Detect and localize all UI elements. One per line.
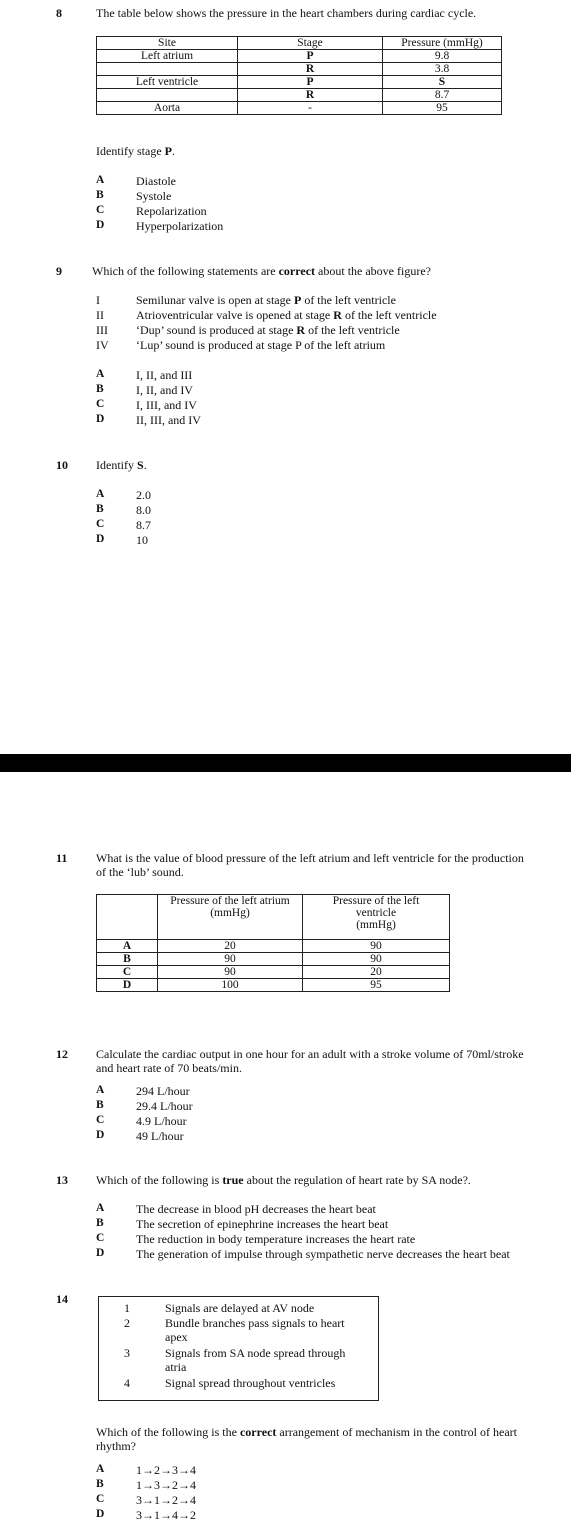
question-text-part: Which of the following is — [96, 1173, 223, 1187]
option-letter: B — [96, 1099, 104, 1111]
table-corner-cell — [97, 895, 158, 940]
header-line: Pressure of the left — [332, 895, 420, 907]
table-row — [97, 89, 502, 102]
table-cell: P — [238, 50, 383, 63]
step-number: 4 — [124, 1376, 130, 1390]
statement-text — [136, 308, 437, 323]
option-text: 4.9 L/hour — [136, 1114, 187, 1128]
step-number: 2 — [124, 1316, 130, 1330]
table-row — [97, 63, 502, 76]
table-header-row — [97, 895, 450, 940]
option-text: I, II, and IV — [136, 383, 193, 397]
question-text: rhythm? — [96, 1439, 136, 1453]
statement-number: IV — [96, 338, 109, 352]
option-letter: D — [96, 1508, 105, 1520]
step-text: Bundle branches pass signals to heart — [165, 1316, 345, 1330]
option-text: Hyperpolarization — [136, 219, 224, 233]
option-letter: A — [96, 488, 105, 500]
question-text-part: about the above figure? — [315, 264, 431, 278]
table-cell: B — [97, 953, 158, 966]
statement-bold: R — [296, 323, 306, 337]
option-letter: A — [96, 1084, 105, 1096]
option-letter: B — [96, 1478, 104, 1490]
question-number: 13 — [56, 1173, 68, 1187]
table-cell: C — [97, 966, 158, 979]
option-letter: A — [96, 1202, 105, 1214]
table-cell: 20 — [158, 940, 303, 953]
table-row — [97, 979, 450, 992]
option-letter: B — [96, 383, 104, 395]
statement-bold: P — [293, 293, 302, 307]
option-text: 10 — [136, 533, 148, 547]
step-number: 1 — [124, 1301, 130, 1315]
table-cell: R — [238, 89, 383, 102]
option-letter: D — [96, 533, 105, 545]
table-header — [303, 895, 450, 940]
header-line: (mmHg) — [210, 907, 250, 919]
question-text — [96, 1173, 471, 1187]
option-text: 49 L/hour — [136, 1129, 184, 1143]
table-cell: D — [97, 979, 158, 992]
statement-number: III — [96, 323, 108, 337]
question-text-part: arrangement of mechanism in the control of heart — [276, 1425, 517, 1439]
option-letter: C — [96, 1114, 105, 1126]
statement-part: of the left ventricle — [305, 323, 400, 337]
question-number: 12 — [56, 1047, 68, 1061]
option-letter: A — [96, 1463, 105, 1475]
option-text: 8.0 — [136, 503, 151, 517]
option-letter: A — [96, 368, 105, 380]
table-cell: Left atrium — [97, 50, 238, 63]
option-letter: B — [96, 189, 104, 201]
header-line: Pressure of the left atrium — [170, 895, 290, 907]
statement-text — [136, 293, 396, 308]
statement-text — [136, 323, 400, 338]
prompt-text: . — [172, 144, 175, 158]
option-letter: C — [96, 204, 105, 216]
question-text-bold: true — [222, 1173, 244, 1187]
option-letter: B — [96, 503, 104, 515]
question-text: The table below shows the pressure in the heart chambers during cardiac cycle. — [96, 6, 477, 20]
table-cell: 100 — [158, 979, 303, 992]
option-letter: C — [96, 1232, 105, 1244]
table-row — [97, 76, 502, 89]
question-text-part: Which of the following statements are — [92, 264, 279, 278]
table-cell — [97, 63, 238, 76]
statement-part: of the left ventricle — [341, 308, 437, 322]
table-row — [97, 953, 450, 966]
table-cell: 95 — [383, 102, 502, 115]
option-text: The secretion of epinephrine increases the heart beat — [136, 1217, 389, 1231]
option-text: II, III, and IV — [136, 413, 201, 427]
prompt-text: Identify stage — [96, 144, 165, 158]
step-text: Signals from SA node spread through — [165, 1346, 346, 1360]
question-number: 14 — [56, 1292, 68, 1306]
table-cell: 20 — [303, 966, 450, 979]
table-row — [97, 50, 502, 63]
table-cell: - — [238, 102, 383, 115]
question-text — [96, 1425, 517, 1439]
option-text: 1→3→2→4 — [136, 1478, 196, 1492]
question-number: 11 — [56, 851, 68, 865]
option-text: 1→2→3→4 — [136, 1463, 196, 1477]
question-text-part: Which of the following is the — [96, 1425, 240, 1439]
step-text: Signal spread throughout ventricles — [165, 1376, 336, 1390]
option-text: The reduction in body temperature increases the heart rate — [136, 1232, 416, 1246]
question-text-part: about the regulation of heart rate by SA node?. — [243, 1173, 471, 1187]
option-text: 3→1→2→4 — [136, 1493, 196, 1507]
statement-bold: R — [333, 308, 342, 322]
option-text: 3→1→4→2 — [136, 1508, 196, 1522]
option-letter: B — [96, 1217, 104, 1229]
question-text: What is the value of blood pressure of the left atrium and left ventricle for the production — [96, 851, 524, 865]
statement-number: II — [96, 308, 104, 322]
table-cell: 90 — [303, 953, 450, 966]
table-header: Site — [97, 37, 238, 50]
table-row — [97, 966, 450, 979]
table-row — [97, 102, 502, 115]
option-text: 2.0 — [136, 488, 151, 502]
option-text: The generation of impulse through sympathetic nerve decreases the heart beat — [136, 1247, 510, 1261]
prompt-bold: S — [137, 458, 144, 472]
table-row — [97, 940, 450, 953]
option-letter: C — [96, 398, 105, 410]
option-letter: A — [96, 174, 105, 186]
step-text: Signals are delayed at AV node — [165, 1301, 315, 1315]
table-cell: R — [238, 63, 383, 76]
table-cell: 90 — [158, 966, 303, 979]
statement-part: Semilunar valve is open at stage — [136, 293, 294, 307]
question-number: 9 — [56, 264, 62, 278]
option-text: I, III, and IV — [136, 398, 197, 412]
option-letter: C — [96, 1493, 105, 1505]
option-text: Repolarization — [136, 204, 207, 218]
table-cell: Aorta — [97, 102, 238, 115]
statement-number: I — [96, 293, 100, 307]
table-header — [158, 895, 303, 940]
table-cell: 9.8 — [383, 50, 502, 63]
table-cell: 3.8 — [383, 63, 502, 76]
option-text: 8.7 — [136, 518, 151, 532]
table-cell: A — [97, 940, 158, 953]
header-line: ventricle — [355, 907, 397, 919]
table-header-row — [97, 37, 502, 50]
option-letter: C — [96, 518, 105, 530]
statement-part: ‘Dup’ sound is produced at stage — [136, 323, 297, 337]
table-cell: 90 — [303, 940, 450, 953]
option-text: 29.4 L/hour — [136, 1099, 193, 1113]
option-letter: D — [96, 1129, 105, 1141]
statement-part: of the left ventricle — [301, 293, 396, 307]
table-cell — [97, 89, 238, 102]
question-prompt — [96, 144, 175, 158]
prompt-bold: P — [164, 144, 172, 158]
table-cell: P — [238, 76, 383, 89]
lub-pressure-table — [96, 894, 450, 992]
step-text: apex — [165, 1330, 188, 1344]
table-header: Pressure (mmHg) — [383, 37, 502, 50]
question-text-bold: correct — [239, 1425, 277, 1439]
page-separator — [0, 754, 571, 772]
question-text: and heart rate of 70 beats/min. — [96, 1061, 242, 1075]
statement-part: Atrioventricular valve is opened at stage — [136, 308, 334, 322]
question-number: 10 — [56, 458, 68, 472]
question-prompt — [96, 458, 147, 472]
step-number: 3 — [124, 1346, 130, 1360]
prompt-text: . — [143, 458, 147, 472]
question-text: Calculate the cardiac output in one hour for an adult with a stroke volume of 70ml/stroke — [96, 1047, 524, 1061]
table-cell: Left ventricle — [97, 76, 238, 89]
question-number: 8 — [56, 6, 62, 20]
statement-text: ‘Lup’ sound is produced at stage P of the left atrium — [136, 338, 386, 352]
header-line: (mmHg) — [356, 919, 396, 931]
question-text-bold: correct — [278, 264, 316, 278]
option-letter: D — [96, 219, 105, 231]
table-cell: 90 — [158, 953, 303, 966]
option-text: I, II, and III — [136, 368, 193, 382]
table-cell: S — [383, 76, 502, 89]
table-cell: 95 — [303, 979, 450, 992]
table-cell: 8.7 — [383, 89, 502, 102]
question-text — [92, 264, 431, 278]
option-text: Diastole — [136, 174, 176, 188]
option-text: The decrease in blood pH decreases the heart beat — [136, 1202, 376, 1216]
question-text: of the ‘lub’ sound. — [96, 865, 184, 879]
option-letter: D — [96, 413, 105, 425]
option-text: Systole — [136, 189, 172, 203]
step-text: atria — [165, 1360, 187, 1374]
option-text: 294 L/hour — [136, 1084, 190, 1098]
prompt-text: Identify — [96, 458, 137, 472]
option-letter: D — [96, 1247, 105, 1259]
pressure-table — [96, 36, 502, 115]
table-header: Stage — [238, 37, 383, 50]
